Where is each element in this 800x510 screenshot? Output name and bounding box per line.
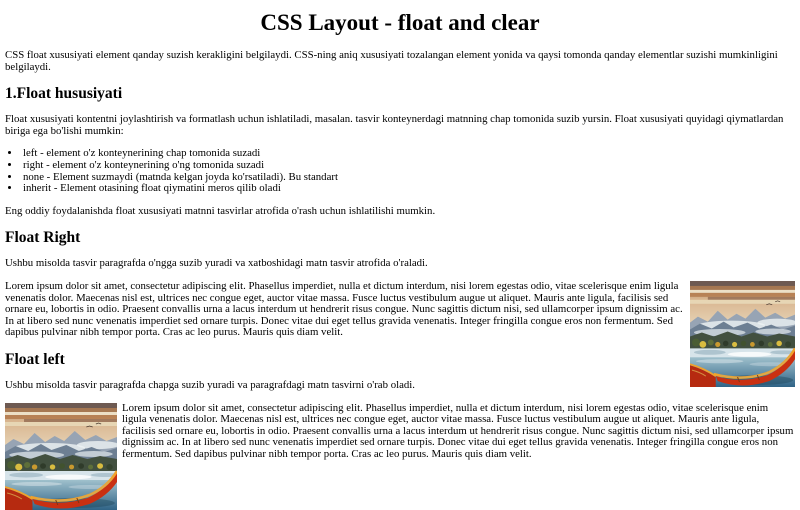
float-description-paragraph: Float xususiyati kontentni joylashtirish va formatlash uchun ishlatiladi, masalan. tasvir konteynerdagi matnning chap tomonida suzib yursin. Float xususiyati quyidagi qiymatlardan biriga ega bo'lishi mumkin: — [5, 113, 784, 137]
section-heading-float: 1.Float hususiyati — [5, 85, 123, 103]
float-right-lorem-paragraph — [5, 281, 795, 339]
lorem-text-left: Lorem ipsum dolor sit amet, consectetur adipiscing elit. Phasellus imperdiet, nulla et dictum interdum, nisi lorem egestas odio, vitae scelerisque enim ligula venenatis dolor. Maecenas nisl est, ultrices nec congue eget, auctor vitae massa. Fusce luctus vestibulum augue ut aliquet. Mauris ante ligula, facilisis sed ornare eu, lobortis in odio. Praesent convallis urna a lacus interdum ut hendrerit risus congue. Nunc sagittis dictum nisi, sed ullamcorper ipsum dignissim ac. In at libero sed nunc venenatis imperdiet sed ornare turpis. Donec vitae dui eget tellus gravida venenatis. Integer fringilla congue eros non fermentum. Sed dapibus pulvinar nibh tempor porta. Cras ac leo purus. Mauris quis diam velit. — [122, 401, 794, 460]
float-left-intro-paragraph: Ushbu misolda tasvir paragrafda chapga suzib yuradi va paragrafdagi matn tasvirni o'rab oladi. — [5, 378, 415, 391]
float-values-list — [5, 148, 795, 194]
float-note-paragraph: Eng oddiy foydalanishda float xususiyati matnni tasvirlar atrofida o'rash uchun ishlatilishi mumkin. — [5, 204, 436, 217]
list-item-left: • left - element o'z konteynerining chap tomonida suzadi — [21, 148, 795, 160]
nature-photo-left — [5, 403, 117, 510]
intro-paragraph: CSS float xususiyati element qanday suzish kerakligini belgilaydi. CSS-ning aniq xususiyati tozalangan element yonida va qaysi tomonda qanday elementlar suzishi mumkinligini belgilaydi. — [5, 49, 778, 73]
list-item-right: • right - element o'z konteynerining o'ng tomonida suzadi — [21, 160, 795, 172]
page-title: CSS Layout - float and clear — [260, 10, 540, 35]
section-heading-float-left: Float left — [5, 350, 65, 368]
float-left-lorem-paragraph — [5, 403, 795, 461]
list-item-none: • none - Element suzmaydi (matnda kelgan joyda ko'rsatiladi). Bu standart — [21, 172, 795, 184]
float-right-intro-paragraph: Ushbu misolda tasvir paragrafda o'ngga suzib yuradi va xatboshidagi matn tasvir atrofida o'raladi. — [5, 257, 428, 270]
section-heading-float-right: Float Right — [5, 229, 81, 247]
nature-photo-right — [690, 281, 795, 387]
list-item-inherit: • inherit - Element otasining float qiymatini meros qilib oladi — [21, 183, 795, 195]
lorem-text-right: Lorem ipsum dolor sit amet, consectetur adipiscing elit. Phasellus imperdiet, nulla et dictum interdum, nisi lorem egestas odio, vitae scelerisque enim ligula venenatis dolor. Maecenas nisl est, ultrices nec congue eget, auctor vitae massa. Fusce luctus vestibulum augue ut aliquet. Mauris ante ligula, facilisis sed ornare eu, lobortis in odio. Praesent convallis urna a lacus interdum ut hendrerit risus congue. Nunc sagittis dictum nisi, sed ullamcorper ipsum dignissim ac. In at libero sed nunc venenatis imperdiet sed ornare turpis. Donec vitae dui eget tellus gravida venenatis. Integer fringilla congue eros non fermentum. Sed dapibus pulvinar nibh tempor porta. Cras ac leo purus. Mauris quis diam velit. — [5, 279, 683, 339]
